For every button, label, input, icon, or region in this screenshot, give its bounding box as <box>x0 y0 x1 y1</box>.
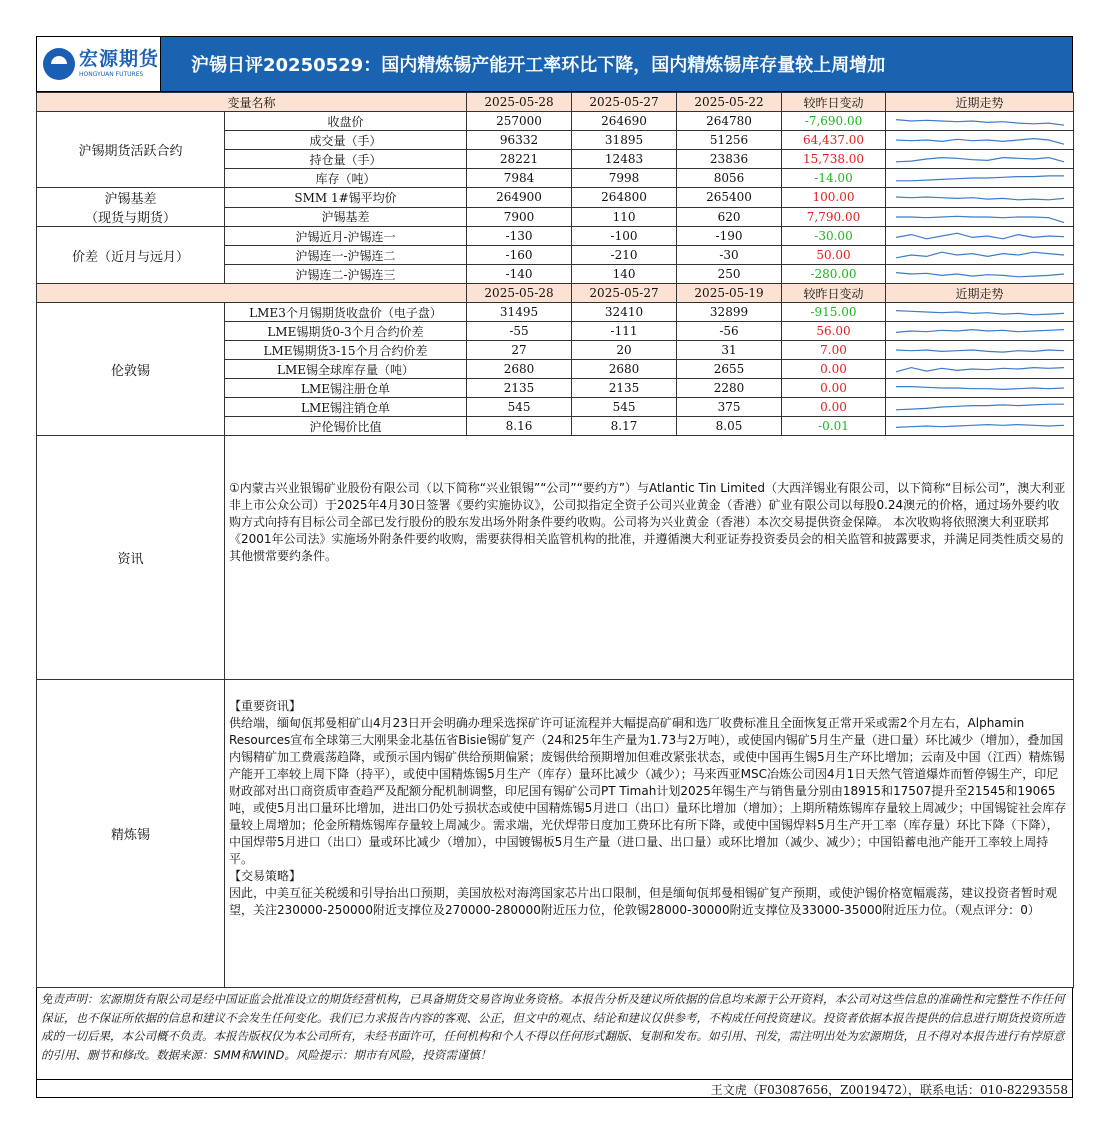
daily-change: 7.00 <box>782 341 886 360</box>
daily-change: -14.00 <box>782 169 886 188</box>
trend-cell <box>886 417 1074 436</box>
variable-name: 持仓量（手） <box>225 150 467 169</box>
daily-change: -0.01 <box>782 417 886 436</box>
header-d3: 2025-05-19 <box>677 284 782 303</box>
value-date2: -210 <box>572 246 677 265</box>
value-date2: 31895 <box>572 131 677 150</box>
value-date2: -100 <box>572 227 677 246</box>
sparkline-series <box>896 425 1064 428</box>
trend-cell <box>886 379 1074 398</box>
variable-name: 沪锡近月-沪锡连一 <box>225 227 467 246</box>
value-date2: 110 <box>572 207 677 227</box>
sparkline-series <box>896 330 1064 333</box>
sparkline-chart <box>894 343 1066 357</box>
daily-change: 0.00 <box>782 360 886 379</box>
sparkline-series <box>896 139 1064 145</box>
value-date1: 96332 <box>467 131 572 150</box>
value-date2: -111 <box>572 322 677 341</box>
header-trend: 近期走势 <box>886 284 1074 303</box>
trend-cell <box>886 341 1074 360</box>
group-label: 价差（近月与远月） <box>37 227 225 284</box>
variable-name: 沪锡连二-沪锡连三 <box>225 265 467 284</box>
sparkline-series <box>896 233 1064 239</box>
strategy-body: 因此，中美互征关税缓和引导抬出口预期，美国放松对海湾国家芯片出口限制，但是缅甸佤邦曼相锡矿复产预期，或使沪锡价格宽幅震荡，建议投资者暂时观望，关注230000-250000附近支撑位及270000-280000附近压力位，伦敦锡28000-30000附近支撑位及33000-35000附近压力位。（观点评分：0） <box>229 886 1058 917</box>
trend-cell <box>886 360 1074 379</box>
group-label: 伦敦锡 <box>37 303 225 436</box>
key-news-body: 供给端，缅甸佤邦曼相矿山4月23日开会明确办理采选探矿许可证流程并大幅提高矿硐和选厂收费标准且全面恢复正常开采或需2个月左右，Alphamin Resources宣布全球第三大刚果金北基伍省Bisie锡矿复产（24和25年生产量为1.73与2万吨），或使国内锡矿5月生产量（进口量）环比减少（增加），叠加国内锡精矿加工费震荡趋降，或预示国内锡矿供给预期偏紧；废锡供给预期增加但难改紧张状态，或使中国再生锡5月生产环比增加；云南及中国（江西）精炼锡产能开工率较上周下降（持平），或使中国精炼锡5月生产（库存）量环比减少（减少）；马来西亚MSC冶炼公司因4月1日天然气管道爆炸而暂停锡生产，印尼财政部对出口商资质审查趋严及配额分配机制调整，印尼国有锡矿公司PT Timah计划2025年锡生产与销售量分别由18915和17507提升至21545和19065吨，或使5月出口量环比增加，进出口仍处亏损状态或使中国精炼锡5月进口（出口）量环比增加（增加）；上期所精炼锡库存量较上周减少；中国锡锭社会库存量较上周增加；伦金所精炼锡库存量较上周减少。需求端，光伏焊带日度加工费环比有所下降，或使中国锡焊料5月生产开工率（库存量）环比下降（下降），中国焊带5月进口（出口）量或环比减少（增加），中国镀锡板5月生产量（进口量、出口量）或环比增加（减少、减少）；中国铅蓄电池产能开工率较上周持平。 <box>229 716 1067 866</box>
value-date3: 2280 <box>677 379 782 398</box>
daily-change: 0.00 <box>782 398 886 417</box>
group-label: 沪锡基差 （现货与期货） <box>37 188 225 227</box>
analyst-contact: 王文虎（F03087656，Z0019472），联系电话：010-82293558 <box>36 1080 1073 1098</box>
variable-name: LME3个月锡期货收盘价（电子盘） <box>225 303 467 322</box>
trend-cell <box>886 227 1074 246</box>
value-date3: 31 <box>677 341 782 360</box>
trend-cell <box>886 169 1074 188</box>
variable-name: 库存（吨） <box>225 169 467 188</box>
header-d1: 2025-05-28 <box>467 93 572 112</box>
header-variable: 变量名称 <box>37 93 467 112</box>
value-date3: 8056 <box>677 169 782 188</box>
value-date2: 20 <box>572 341 677 360</box>
sparkline-series <box>896 350 1064 352</box>
strategy-heading: 【交易策略】 <box>229 869 302 883</box>
value-date1: 2135 <box>467 379 572 398</box>
daily-change: 15,738.00 <box>782 150 886 169</box>
value-date1: 264900 <box>467 188 572 208</box>
value-date3: 264780 <box>677 112 782 131</box>
sparkline-chart <box>894 248 1066 262</box>
value-date1: -160 <box>467 246 572 265</box>
value-date1: 545 <box>467 398 572 417</box>
daily-change: -7,690.00 <box>782 112 886 131</box>
value-date1: -55 <box>467 322 572 341</box>
disclaimer: 免责声明：宏源期货有限公司是经中国证监会批准设立的期货经营机构，已具备期货交易咨询业务资格。本报告分析及建议所依据的信息均来源于公开资料，本公司对这些信息的准确性和完整性不作任何保证，也不保证所依据的信息和建议不会发生任何变化。我们已力求报告内容的客观、公正，但文中的观点、结论和建议仅供参考，不构成任何投资建议。投资者依据本报告提供的信息进行期货投资所造成的一切后果，本公司概不负责。本报告版权仅为本公司所有，未经书面许可，任何机构和个人不得以任何形式翻版、复制和发布。如引用、刊发，需注明出处为宏源期货，且不得对本报告进行有悖原意的引用、删节和修改。数据来源：SMM和WIND。风险提示：期市有风险，投资需谨慎！ <box>36 988 1073 1080</box>
variable-name: LME锡期货0-3个月合约价差 <box>225 322 467 341</box>
value-date1: -140 <box>467 265 572 284</box>
value-date2: 8.17 <box>572 417 677 436</box>
report-header <box>36 36 1073 92</box>
variable-name: 沪伦锡价比值 <box>225 417 467 436</box>
value-date3: 250 <box>677 265 782 284</box>
company-logo <box>37 37 161 91</box>
trend-cell <box>886 112 1074 131</box>
table-row <box>37 303 1074 322</box>
variable-name: LME锡注册仓单 <box>225 379 467 398</box>
variable-name: LME锡注销仓单 <box>225 398 467 417</box>
value-date2: 32410 <box>572 303 677 322</box>
refined-tin-text <box>225 680 1074 988</box>
sparkline-series <box>896 252 1064 258</box>
report-title: 沪锡日评20250529：国内精炼锡产能开工率环比下降，国内精炼锡库存量较上周增加 <box>161 37 1072 91</box>
header-d1: 2025-05-28 <box>467 284 572 303</box>
sparkline-chart <box>894 171 1066 185</box>
logo-english: HONGYUAN FUTURES <box>79 71 144 78</box>
sparkline-series <box>896 176 1064 181</box>
variable-name: LME锡全球库存量（吨） <box>225 360 467 379</box>
variable-name: 沪锡连一-沪锡连二 <box>225 246 467 265</box>
sparkline-series <box>896 311 1064 315</box>
variable-name: 收盘价 <box>225 112 467 131</box>
value-date3: 375 <box>677 398 782 417</box>
value-date3: 265400 <box>677 188 782 208</box>
value-date2: 7998 <box>572 169 677 188</box>
sparkline-chart <box>894 152 1066 166</box>
value-date1: 8.16 <box>467 417 572 436</box>
sparkline-series <box>896 387 1064 390</box>
value-date3: 620 <box>677 207 782 227</box>
trend-cell <box>886 246 1074 265</box>
table-row <box>37 227 1074 246</box>
daily-change: -30.00 <box>782 227 886 246</box>
daily-change: 56.00 <box>782 322 886 341</box>
table-header-row <box>37 93 1074 112</box>
sparkline-chart <box>894 419 1066 433</box>
sparkline-chart <box>894 267 1066 281</box>
value-date2: 264690 <box>572 112 677 131</box>
header-chg: 较昨日变动 <box>782 93 886 112</box>
sparkline-chart <box>894 190 1066 204</box>
variable-name: SMM 1#锡平均价 <box>225 188 467 208</box>
value-date2: 2680 <box>572 360 677 379</box>
trend-cell <box>886 150 1074 169</box>
value-date3: -30 <box>677 246 782 265</box>
value-date1: 257000 <box>467 112 572 131</box>
sparkline-series <box>896 368 1064 372</box>
group-label: 沪锡期货活跃合约 <box>37 112 225 188</box>
daily-change: 7,790.00 <box>782 207 886 227</box>
value-date2: 2135 <box>572 379 677 398</box>
sparkline-series <box>896 197 1064 200</box>
table-header-row <box>37 284 1074 303</box>
sparkline-series <box>896 216 1064 222</box>
value-date2: 264800 <box>572 188 677 208</box>
trend-cell <box>886 398 1074 417</box>
trend-cell <box>886 207 1074 227</box>
variable-name: LME锡期货3-15个月合约价差 <box>225 341 467 360</box>
sparkline-chart <box>894 210 1066 224</box>
data-table <box>36 92 1074 988</box>
header-d2: 2025-05-27 <box>572 284 677 303</box>
daily-change: 50.00 <box>782 246 886 265</box>
sparkline-series <box>896 120 1064 126</box>
value-date1: 27 <box>467 341 572 360</box>
variable-name: 沪锡基差 <box>225 207 467 227</box>
daily-change: 0.00 <box>782 379 886 398</box>
header-d2: 2025-05-27 <box>572 93 677 112</box>
value-date1: 28221 <box>467 150 572 169</box>
table-row <box>37 112 1074 131</box>
key-news-heading: 【重要资讯】 <box>229 699 302 713</box>
refined-tin-label: 精炼锡 <box>37 680 225 988</box>
value-date1: 31495 <box>467 303 572 322</box>
value-date3: 32899 <box>677 303 782 322</box>
variable-name: 成交量（手） <box>225 131 467 150</box>
sparkline-chart <box>894 305 1066 319</box>
sparkline-chart <box>894 133 1066 147</box>
sparkline-chart <box>894 381 1066 395</box>
news-text: ①内蒙古兴业银锡矿业股份有限公司（以下简称“兴业银锡”“公司”“要约方”）与Atlantic Tin Limited（大西洋锡业有限公司，以下简称“目标公司”，澳大利亚非上市公众公司）于2025年4月30日签署《要约实施协议》，公司拟指定全资子公司兴业黄金（香港）矿业有限公司以每股0.24澳元的价格，通过场外要约收购方式向持有目标公司全部已发行股份的股东发出场外附条件要约收购。公司将为兴业黄金（香港）本次交易提供资金保障。 本次收购将依照澳大利亚联邦《2001年公司法》实施场外附条件要约收购，需要获得相关监管机构的批准，并遵循澳大利亚证券投资委员会的相关监管和披露要求，并满足同类性质交易的其他惯常要约条件。 <box>225 436 1074 680</box>
sparkline-chart <box>894 324 1066 338</box>
logo-icon <box>43 48 75 80</box>
sparkline-chart <box>894 114 1066 128</box>
trend-cell <box>886 131 1074 150</box>
daily-change: 100.00 <box>782 188 886 208</box>
header-chg: 较昨日变动 <box>782 284 886 303</box>
daily-change: -915.00 <box>782 303 886 322</box>
header-trend: 近期走势 <box>886 93 1074 112</box>
value-date3: -190 <box>677 227 782 246</box>
table-row <box>37 188 1074 208</box>
news-label: 资讯 <box>37 436 225 680</box>
daily-change: 64,437.00 <box>782 131 886 150</box>
report-sheet <box>36 36 1073 1098</box>
value-date2: 140 <box>572 265 677 284</box>
value-date1: 2680 <box>467 360 572 379</box>
daily-change: -280.00 <box>782 265 886 284</box>
sparkline-chart <box>894 400 1066 414</box>
value-date3: 51256 <box>677 131 782 150</box>
value-date1: 7900 <box>467 207 572 227</box>
trend-cell <box>886 265 1074 284</box>
logo-name: 宏源期货 <box>79 48 160 70</box>
header-d3: 2025-05-22 <box>677 93 782 112</box>
sparkline-chart <box>894 229 1066 243</box>
value-date3: 2655 <box>677 360 782 379</box>
value-date1: -130 <box>467 227 572 246</box>
value-date3: 8.05 <box>677 417 782 436</box>
sparkline-series <box>896 404 1064 410</box>
value-date3: 23836 <box>677 150 782 169</box>
trend-cell <box>886 188 1074 208</box>
sparkline-series <box>896 273 1064 277</box>
sparkline-chart <box>894 362 1066 376</box>
trend-cell <box>886 303 1074 322</box>
sparkline-series <box>896 158 1064 162</box>
value-date3: -56 <box>677 322 782 341</box>
value-date2: 12483 <box>572 150 677 169</box>
value-date1: 7984 <box>467 169 572 188</box>
value-date2: 545 <box>572 398 677 417</box>
trend-cell <box>886 322 1074 341</box>
header-blank <box>37 284 467 303</box>
